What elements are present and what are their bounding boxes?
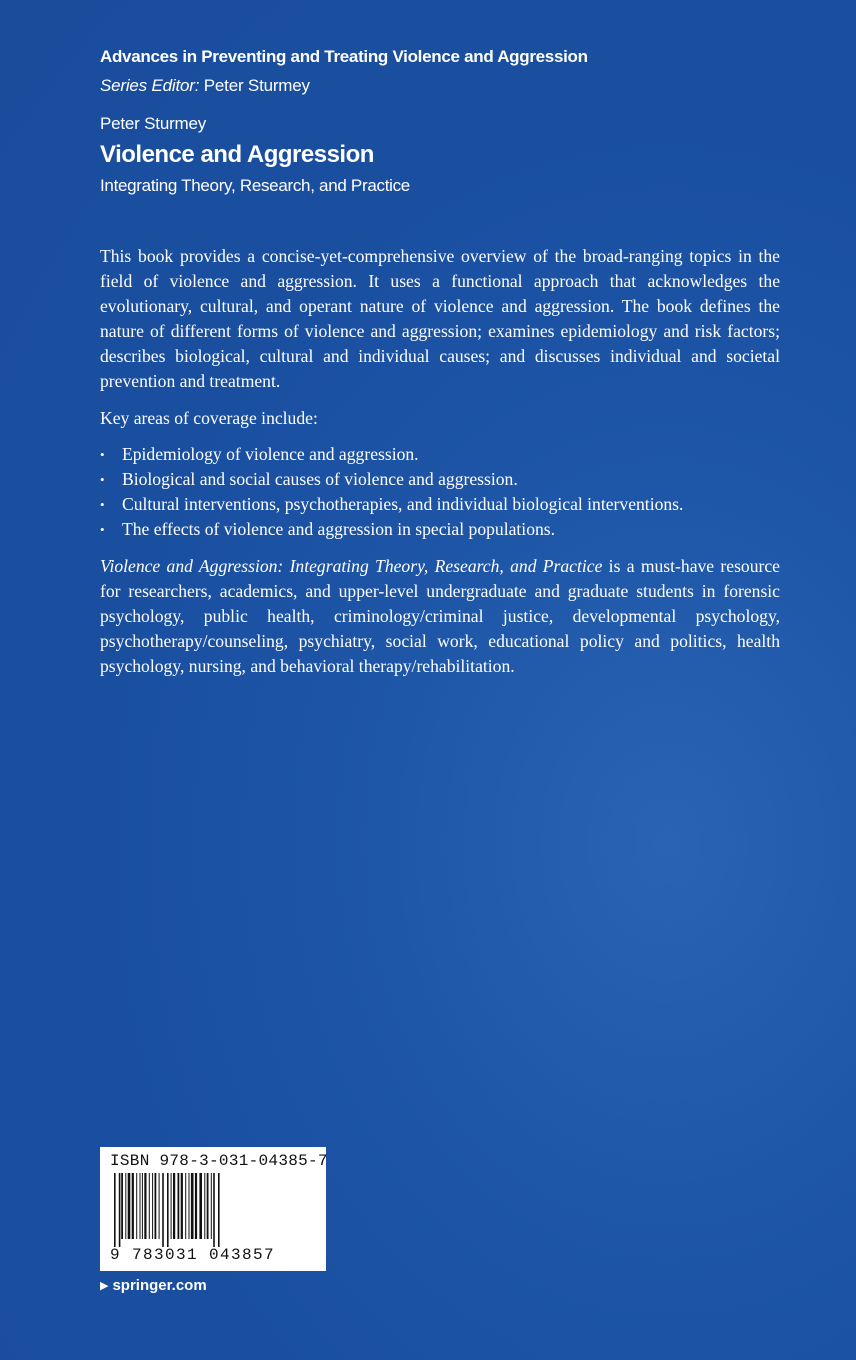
audience-book-title: Violence and Aggression: Integrating Theory, Research, and Practice: [100, 556, 603, 576]
triangle-right-icon: ▶: [100, 1280, 109, 1292]
key-area-item: • The effects of violence and aggression in special populations.: [100, 517, 790, 542]
barcode-bar: [173, 1173, 175, 1239]
publisher-site: springer.com: [112, 1277, 207, 1294]
key-area-item: • Cultural interventions, psychotherapies, and individual biological interventions.: [100, 492, 790, 517]
barcode-bar: [211, 1173, 212, 1239]
series-editor-label: Series Editor:: [100, 76, 200, 95]
book-author: Peter Sturmey: [100, 114, 207, 133]
barcode-bar: [185, 1173, 186, 1239]
barcode-bar: [144, 1173, 146, 1239]
barcode-bar: [140, 1173, 141, 1239]
barcode-bar: [199, 1173, 202, 1239]
barcode-bar: [181, 1173, 183, 1239]
barcode-bar: [142, 1173, 143, 1239]
barcode-bar: [114, 1173, 116, 1247]
isbn-text: ISBN 978-3-031-04385-7: [110, 1152, 328, 1170]
barcode-bar: [121, 1173, 123, 1239]
book-subtitle: Integrating Theory, Research, and Practice: [100, 176, 410, 195]
barcode-bar: [204, 1173, 205, 1239]
barcode-bar: [159, 1173, 160, 1239]
barcode-bar: [195, 1173, 197, 1239]
publisher-link[interactable]: [100, 1277, 207, 1294]
barcode-bar: [132, 1173, 134, 1239]
barcode-bar: [149, 1173, 150, 1239]
barcode-bar: [128, 1173, 131, 1239]
barcode-box: [100, 1147, 326, 1271]
barcode-bar: [152, 1173, 153, 1239]
audience-text: is a must-have resource for researchers, academics, and upper-level undergraduate and graduate students in forensic psychology, public health, criminology/criminal justice, developmental psychology, psychotherapy/counseling, psychiatry, social work, educational policy and politics, health psychology, nursing, and behavioral therapy/rehabilitation.: [100, 556, 780, 676]
description-paragraph: This book provides a concise-yet-comprehensive overview of the broad-ranging topics in the field of violence and aggression. It uses a functional approach that acknowledges the evolutionary, cultural, and operant nature of violence and aggression. The book defines the nature of different forms of violence and aggression; examines epidemiology and risk factors; describes biological, cultural and individual causes; and discusses individual and societal prevention and treatment.: [100, 246, 780, 391]
key-area-item: • Biological and social causes of violence and aggression.: [100, 467, 790, 492]
barcode-icon: [108, 1173, 318, 1247]
barcode-bar: [207, 1173, 209, 1239]
barcode-bar: [178, 1173, 180, 1239]
barcode-bar: [162, 1173, 164, 1247]
barcode-bar: [119, 1173, 121, 1247]
barcode-bar: [218, 1173, 220, 1247]
barcode-bar: [189, 1173, 190, 1239]
barcode-bar: [136, 1173, 137, 1239]
barcode-bar: [167, 1173, 169, 1247]
barcode-bar: [191, 1173, 194, 1239]
key-areas-label: Key areas of coverage include:: [100, 408, 318, 428]
series-editor: [100, 76, 310, 96]
audience-paragraph: [100, 554, 780, 679]
book-title: Violence and Aggression: [100, 141, 374, 168]
key-area-item: • Epidemiology of violence and aggression.: [100, 442, 790, 467]
key-areas-list: [100, 442, 790, 542]
barcode-bar: [125, 1173, 126, 1239]
series-editor-name: Peter Sturmey: [199, 76, 310, 95]
barcode-bar: [155, 1173, 157, 1239]
barcode-bar: [213, 1173, 215, 1247]
barcode-digits: 9 783031 043857: [110, 1246, 276, 1264]
barcode-bar: [171, 1173, 172, 1239]
series-title: Advances in Preventing and Treating Violence and Aggression: [100, 47, 588, 66]
